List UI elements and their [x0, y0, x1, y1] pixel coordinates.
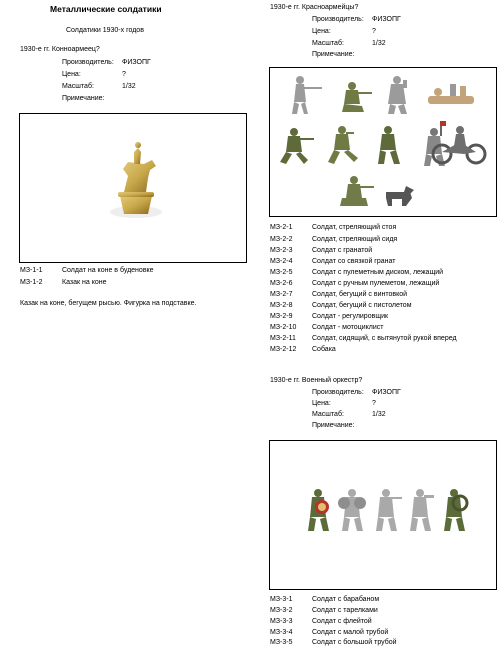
meta-value-scale-2: 1/32	[372, 40, 386, 47]
meta-value-scale: 1/32	[122, 83, 136, 90]
meta-key-note: Примечание:	[62, 95, 105, 102]
item-code-2-3: МЗ-2-3	[270, 247, 293, 254]
meta-value-manufacturer: ФИЗОПГ	[122, 59, 151, 66]
item-code-2-10: МЗ-2-10	[270, 324, 297, 331]
meta-value-price-2: ?	[372, 28, 376, 35]
item-desc-2-5: Солдат с пулеметным диском, лежащий	[312, 269, 444, 276]
item-desc-2-7: Солдат, бегущий с винтовкой	[312, 291, 408, 298]
item-code-2-7: МЗ-2-7	[270, 291, 293, 298]
item-code-3-1: МЗ-3-1	[270, 596, 293, 603]
horseman-figure-image	[20, 114, 246, 262]
meta-value-price: ?	[122, 71, 126, 78]
item-code-2-8: МЗ-2-8	[270, 302, 293, 309]
meta-value-scale-3: 1/32	[372, 411, 386, 418]
item-note: Казак на коне, бегущем рысью. Фигурка на подставке.	[20, 300, 197, 307]
item-desc-2-6: Солдат с ручным пулеметом, лежащий	[312, 280, 440, 287]
item-code-3-4: МЗ-3-4	[270, 629, 293, 636]
military-band-figures-image	[270, 441, 496, 589]
page-subtitle: Солдатики 1930-х годов	[66, 27, 144, 34]
section-heading-2: 1930-е гг. Красноармейцы?	[270, 4, 359, 11]
photo-frame-red-army	[269, 67, 497, 217]
photo-frame-military-band	[269, 440, 497, 590]
item-code-3-3: МЗ-3-3	[270, 618, 293, 625]
item-code-2-11: МЗ-2-11	[270, 335, 296, 342]
item-desc-2-2: Солдат, стреляющий сидя	[312, 236, 398, 243]
item-desc-2-10: Солдат - мотоциклист	[312, 324, 384, 331]
item-desc-2-8: Солдат, бегущий с пистолетом	[312, 302, 412, 309]
item-desc-2-9: Солдат - регулировщик	[312, 313, 389, 320]
section-heading-3: 1930-е гг. Военный оркестр?	[270, 377, 363, 384]
meta-key-price-3: Цена:	[312, 400, 331, 407]
page-title: Металлические солдатики	[50, 4, 162, 14]
red-army-figures-image	[270, 68, 496, 216]
meta-key-manufacturer-2: Производитель:	[312, 16, 364, 23]
item-code-2-2: МЗ-2-2	[270, 236, 293, 243]
item-code-2-6: МЗ-2-6	[270, 280, 293, 287]
meta-key-manufacturer: Производитель:	[62, 59, 114, 66]
item-desc-2-3: Солдат с гранатой	[312, 247, 373, 254]
meta-key-scale-2: Масштаб:	[312, 40, 344, 47]
item-code-2-12: МЗ-2-12	[270, 346, 297, 353]
item-code-1-1: МЗ-1-1	[20, 267, 43, 274]
meta-key-manufacturer-3: Производитель:	[312, 389, 364, 396]
item-code-1-2: МЗ-1-2	[20, 279, 43, 286]
section-heading-1: 1930-е гг. Конноармеец?	[20, 46, 100, 53]
meta-key-price-2: Цена:	[312, 28, 331, 35]
item-desc-1-2: Казак на коне	[62, 279, 107, 286]
meta-key-note-2: Примечание:	[312, 51, 355, 58]
meta-key-scale: Масштаб:	[62, 83, 94, 90]
item-desc-3-4: Солдат с малой трубой	[312, 629, 389, 636]
meta-key-note-3: Примечание:	[312, 422, 355, 429]
item-code-2-9: МЗ-2-9	[270, 313, 293, 320]
meta-key-price: Цена:	[62, 71, 81, 78]
item-code-3-2: МЗ-3-2	[270, 607, 293, 614]
item-desc-2-11: Солдат, сидящий, с вытянутой рукой вперед	[312, 335, 457, 342]
item-desc-2-1: Солдат, стреляющий стоя	[312, 224, 397, 231]
item-code-2-4: МЗ-2-4	[270, 258, 293, 265]
item-desc-2-4: Солдат со связкой гранат	[312, 258, 396, 265]
item-desc-3-2: Солдат с тарелками	[312, 607, 378, 614]
item-desc-3-5: Солдат с большой трубой	[312, 639, 397, 646]
item-code-2-5: МЗ-2-5	[270, 269, 293, 276]
meta-key-scale-3: Масштаб:	[312, 411, 344, 418]
item-code-3-5: МЗ-3-5	[270, 639, 293, 646]
item-code-2-1: МЗ-2-1	[270, 224, 293, 231]
item-desc-3-3: Солдат с флейтой	[312, 618, 372, 625]
meta-value-manufacturer-2: ФИЗОПГ	[372, 16, 401, 23]
item-desc-2-12: Собака	[312, 346, 336, 353]
item-desc-3-1: Солдат с барабаном	[312, 596, 380, 603]
meta-value-price-3: ?	[372, 400, 376, 407]
item-desc-1-1: Солдат на коне в буденовке	[62, 267, 154, 274]
photo-frame-horseman	[19, 113, 247, 263]
meta-value-manufacturer-3: ФИЗОПГ	[372, 389, 401, 396]
